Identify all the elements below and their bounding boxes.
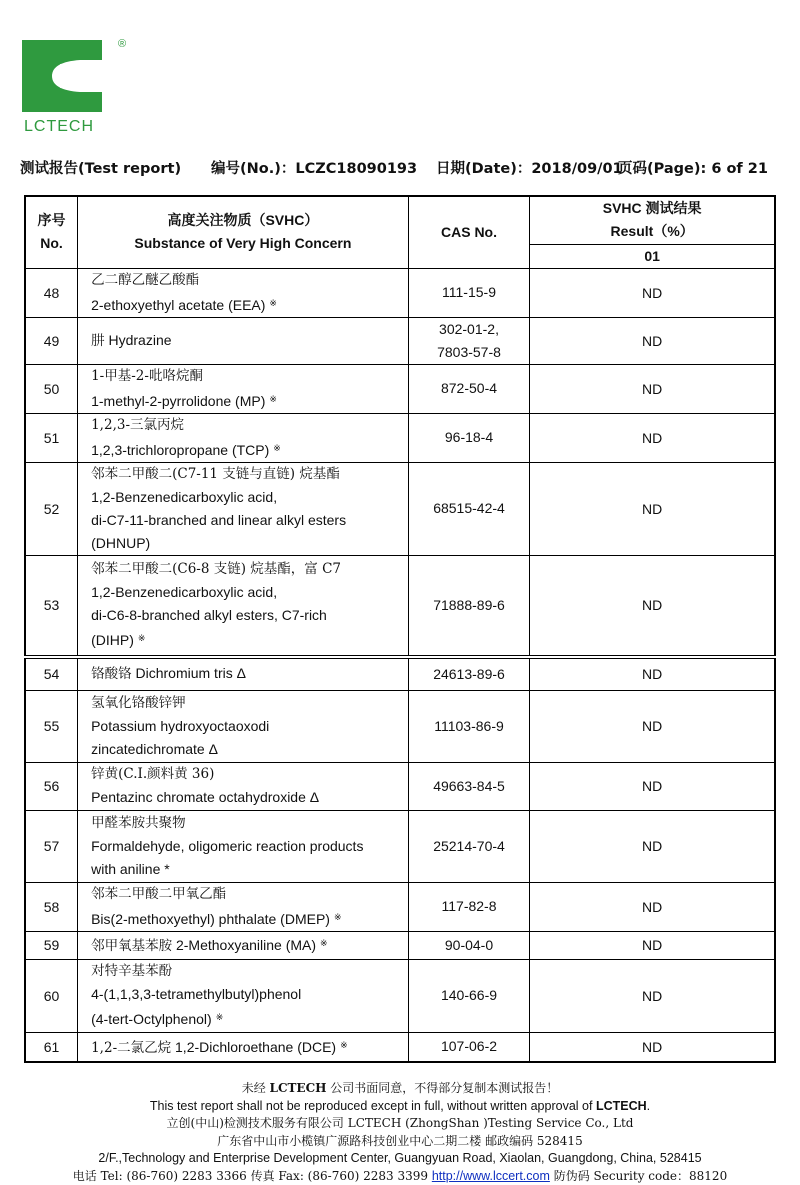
cell-cas: [408, 810, 530, 882]
cell-no: 50: [25, 364, 78, 413]
cell-no: 48: [25, 268, 78, 317]
substance-en: di-C6-8-branched alkyl esters, C7-rich: [91, 607, 327, 624]
cas-number: 96-18-4: [444, 429, 494, 445]
footer-address-cn: 广东省中山市小榄镇广源路科技创业中心二期二楼 邮政编码 528415: [217, 1133, 583, 1148]
table-row: [25, 317, 775, 364]
cas-number: 7803-57-8: [437, 343, 501, 360]
table-row: [25, 268, 775, 317]
cas-number: 68515-42-4: [433, 500, 505, 516]
cas-number: 872-50-4: [440, 380, 498, 396]
footer-address-en: 2/F.,Technology and Enterprise Development Center, Guangyuan Road, Xiaolan, Guangdong, China, 528415: [98, 1151, 702, 1165]
substance-en: (DIHP): [91, 632, 134, 649]
table-row: [25, 555, 775, 657]
cell-result: ND: [530, 364, 775, 413]
cas-number: 71888-89-6: [433, 596, 505, 613]
substance-en: zincatedichromate Δ: [91, 740, 218, 757]
registered-mark: ®: [118, 38, 127, 50]
cas-number: 11103-86-9: [434, 717, 504, 734]
substance-en: Dichromium tris Δ: [135, 665, 246, 682]
cell-cas: [408, 882, 530, 931]
cell-cas: [408, 555, 530, 657]
cell-no: 57: [25, 810, 78, 882]
cell-cas: [408, 317, 530, 364]
substance-cn: 邻苯二甲酸二(C6-8 支链) 烷基酯，富 C7: [91, 561, 341, 578]
report-number: 编号(No.)：LCZC18090193: [211, 161, 418, 177]
cell-no: 51: [25, 413, 78, 462]
cell-no: 59: [25, 931, 78, 959]
cas-number: 111-15-9: [442, 284, 496, 300]
table-row: [25, 657, 775, 690]
col-header-cas: CAS No.: [408, 196, 530, 268]
substance-en: 1,2,3-trichloropropane (TCP): [91, 441, 270, 458]
substance-en: (DHNUP): [91, 534, 151, 551]
substance-en: 2-Methoxyaniline (MA): [175, 937, 317, 953]
substance-en: Bis(2-methoxyethyl) phthalate (DMEP): [91, 910, 330, 927]
logo-text: LCTECH: [24, 118, 95, 135]
cell-substance: [78, 882, 409, 931]
substance-cn: 对特辛基苯酚: [91, 963, 173, 979]
cell-result: ND: [530, 555, 775, 657]
table-row: [25, 762, 775, 810]
substance-en: 4-(1,1,3,3-tetramethylbutyl)phenol: [91, 986, 302, 1002]
cell-no: 61: [25, 1032, 78, 1062]
table-row: [25, 931, 775, 959]
cell-substance: [78, 555, 409, 657]
cell-no: 54: [25, 657, 78, 690]
svhc-mark: ※: [273, 442, 281, 453]
cell-result: ND: [530, 1032, 775, 1062]
table-row: [25, 364, 775, 413]
cell-substance: [78, 931, 409, 959]
substance-cn: 1-甲基-2-吡咯烷酮: [91, 367, 203, 384]
svhc-mark: ※: [320, 938, 328, 948]
substance-en: 1,2-Benzenedicarboxylic acid,: [91, 488, 278, 505]
cas-number: 49663-84-5: [433, 777, 505, 794]
footer-copyright-cn: 未经 LCTECH 公司书面同意，不得部分复制本测试报告！: [241, 1081, 559, 1095]
substance-cn: 氢氧化铬酸锌钾: [91, 694, 186, 711]
substance-cn: 1,2-二氯乙烷: [91, 1039, 172, 1056]
substance-en: Formaldehyde, oligomeric reaction products: [91, 837, 364, 854]
cell-substance: [78, 657, 409, 690]
cell-substance: [78, 810, 409, 882]
cell-substance: [78, 1032, 409, 1062]
substance-cn: 甲醛苯胺共聚物: [91, 814, 186, 831]
cell-cas: [408, 364, 530, 413]
cell-cas: [408, 657, 530, 690]
cell-result: ND: [530, 462, 775, 555]
cell-substance: [78, 762, 409, 810]
cell-cas: [408, 462, 530, 555]
svhc-mark: ※: [340, 1039, 348, 1050]
report-page: 页码(Page): 6 of 21: [618, 161, 768, 177]
website-link[interactable]: http://www.lccert.com: [431, 1168, 550, 1183]
cas-number: 140-66-9: [440, 987, 498, 1003]
table-row: [25, 462, 775, 555]
cas-number: 302-01-2,: [439, 320, 499, 337]
svhc-mark: ※: [215, 1012, 224, 1022]
cell-no: 49: [25, 317, 78, 364]
cell-no: 53: [25, 555, 78, 657]
cell-cas: [408, 959, 530, 1032]
cell-substance: [78, 462, 409, 555]
table-body: [25, 268, 775, 1062]
substance-en: with aniline *: [91, 860, 170, 877]
svhc-mark: ※: [269, 393, 277, 404]
substance-cn: 邻苯二甲酸二甲氧乙酯: [91, 885, 227, 902]
svhc-mark: ※: [137, 633, 146, 644]
svhc-mark: ※: [269, 297, 277, 308]
table-row: [25, 413, 775, 462]
cell-substance: [78, 959, 409, 1032]
cell-cas: [408, 413, 530, 462]
cell-cas: [408, 268, 530, 317]
cas-number: 117-82-8: [441, 898, 497, 914]
cell-result: ND: [530, 882, 775, 931]
substance-en: (4-tert-Octylphenol): [91, 1011, 212, 1027]
substance-cn: 乙二醇乙醚乙酸酯: [91, 271, 200, 288]
cell-result: ND: [530, 931, 775, 959]
substance-en: 1,2-Dichloroethane (DCE): [175, 1038, 337, 1055]
cell-result: ND: [530, 268, 775, 317]
cas-number: 107-06-2: [440, 1038, 498, 1055]
cell-cas: [408, 1032, 530, 1062]
substance-en: di-C7-11-branched and linear alkyl esters: [91, 511, 347, 528]
substance-cn: 锌黄(C.I.颜料黄 36): [91, 766, 215, 782]
footer: [0, 1080, 800, 1185]
cell-substance: [78, 413, 409, 462]
cell-result: ND: [530, 317, 775, 364]
cell-no: 56: [25, 762, 78, 810]
cell-result: ND: [530, 413, 775, 462]
cell-no: 52: [25, 462, 78, 555]
substance-cn: 1,2,3-三氯丙烷: [91, 416, 185, 433]
svhc-mark: ※: [333, 911, 342, 922]
col-header-substance: 高度关注物质（SVHC） Substance of Very High Concern: [78, 196, 409, 268]
cas-number: 90-04-0: [444, 936, 494, 953]
cell-result: ND: [530, 690, 775, 762]
footer-company: 立创(中山)检测技术服务有限公司 LCTECH (ZhongShan )Testing Service Co., Ltd: [166, 1116, 634, 1130]
cell-no: 55: [25, 690, 78, 762]
table-row: [25, 1032, 775, 1062]
cell-result: ND: [530, 959, 775, 1032]
svhc-table: [24, 195, 776, 1063]
table-row: [25, 882, 775, 931]
footer-contact: 电话 Tel: (86-760) 2283 3366 传真 Fax: (86-760) 2283 3399 http://www.lccert.com 防伪码 Security code：88120: [72, 1168, 728, 1183]
substance-en: 2-ethoxyethyl acetate (EEA): [91, 296, 266, 313]
substance-en: Hydrazine: [108, 331, 172, 348]
cell-no: 60: [25, 959, 78, 1032]
cell-result: ND: [530, 762, 775, 810]
table-row: [25, 690, 775, 762]
col-header-sample-01: 01: [530, 244, 775, 268]
cell-substance: [78, 690, 409, 762]
lctech-logo: [22, 38, 132, 138]
substance-en: Potassium hydroxyoctaoxodi: [91, 717, 270, 734]
cell-cas: [408, 931, 530, 959]
lctech-logo-icon: [22, 40, 102, 112]
report-date: 日期(Date)：2018/09/01: [436, 161, 623, 177]
cell-cas: [408, 762, 530, 810]
col-header-no: 序号 No.: [25, 196, 78, 268]
substance-cn: 肼: [91, 332, 105, 349]
cas-number: 24613-89-6: [433, 665, 505, 682]
substance-cn: 邻苯二甲酸二(C7-11 支链与直链) 烷基酯: [91, 465, 340, 482]
footer-copyright-en: This test report shall not be reproduced except in full, without written approval of LCTECH.: [149, 1098, 651, 1113]
col-header-result: SVHC 测试结果 Result（%）: [530, 196, 775, 244]
cell-substance: [78, 364, 409, 413]
cell-substance: [78, 268, 409, 317]
substance-en: 1-methyl-2-pyrrolidone (MP): [91, 392, 266, 409]
table-row: [25, 810, 775, 882]
cell-result: ND: [530, 810, 775, 882]
substance-cn: 邻甲氧基苯胺: [91, 938, 173, 954]
cell-result: ND: [530, 657, 775, 690]
report-title: 测试报告(Test report): [20, 161, 182, 177]
cell-cas: [408, 690, 530, 762]
substance-cn: 铬酸铬: [91, 666, 132, 683]
cas-number: 25214-70-4: [433, 837, 505, 854]
cell-substance: [78, 317, 409, 364]
table-row: [25, 959, 775, 1032]
cell-no: 58: [25, 882, 78, 931]
substance-en: Pentazinc chromate octahydroxide Δ: [91, 789, 320, 805]
substance-en: 1,2-Benzenedicarboxylic acid,: [91, 584, 278, 601]
